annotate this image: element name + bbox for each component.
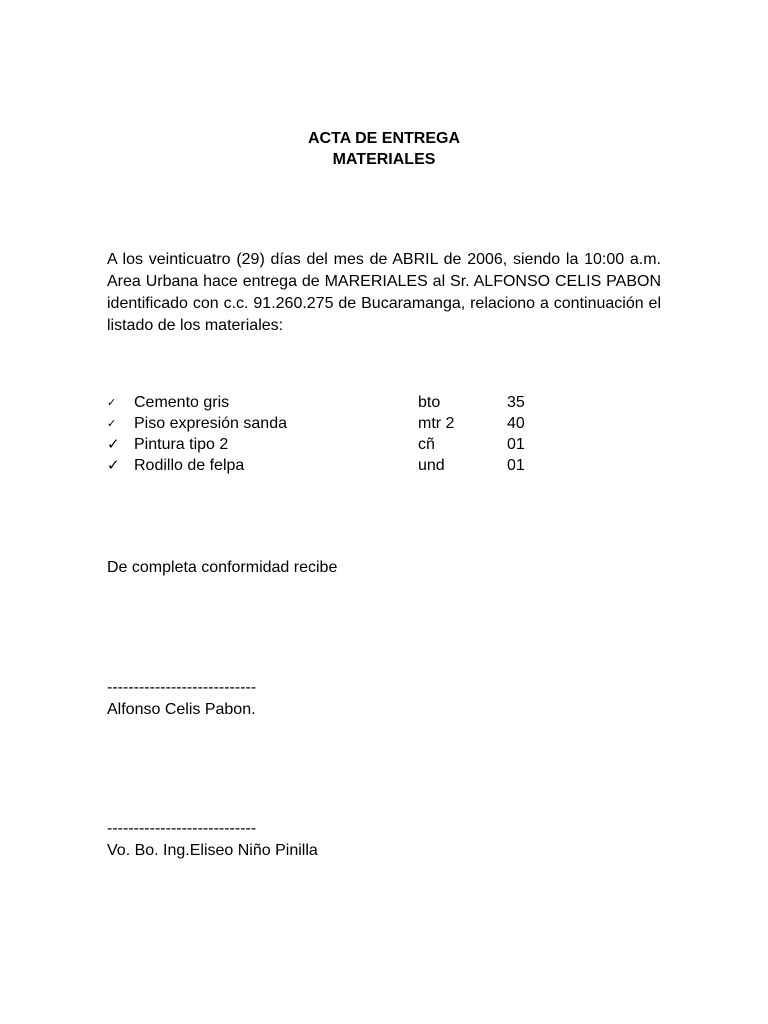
material-quantity: 40 [507,415,525,432]
material-unit: bto [418,394,441,411]
document-title [0,128,768,170]
intro-paragraph: A los veinticuatro (29) días del mes de ABRIL de 2006, siendo la 10:00 a.m. Area Urbana hace entrega de MARERIALES al Sr. ALFONSO CELIS PABON identificado con c.c. 91.260.275 de Bucaramanga, relaciono a continuación el listado de los materiales: [107,251,661,334]
list-item [107,434,567,455]
material-name: Cemento gris [134,394,230,411]
material-quantity: 01 [507,436,525,453]
title-line-2: MATERIALES [332,151,436,168]
title-line-1: ACTA DE ENTREGA [308,130,460,147]
signer-name-1: Alfonso Celis Pabon. [107,701,256,718]
check-icon: ✓ [107,457,120,474]
list-item [107,413,567,434]
check-icon: ✓ [107,436,120,453]
check-icon: ✓ [107,418,117,430]
material-quantity: 35 [507,394,525,411]
list-item [107,455,567,476]
list-item [107,392,567,413]
material-name: Rodillo de felpa [134,457,245,474]
materials-list [107,392,567,476]
conformity-statement: De completa conformidad recibe [107,559,338,576]
signer-name-2: Vo. Bo. Ing.Eliseo Niño Pinilla [107,842,318,859]
signature-line-2: ---------------------------- [107,820,257,837]
material-name: Pintura tipo 2 [134,436,229,453]
material-unit: cñ [418,436,435,453]
material-unit: mtr 2 [418,415,455,432]
signature-line-1: ---------------------------- [107,679,257,696]
material-quantity: 01 [507,457,525,474]
material-unit: und [418,457,445,474]
check-icon: ✓ [107,397,117,409]
material-name: Piso expresión sanda [134,415,287,432]
